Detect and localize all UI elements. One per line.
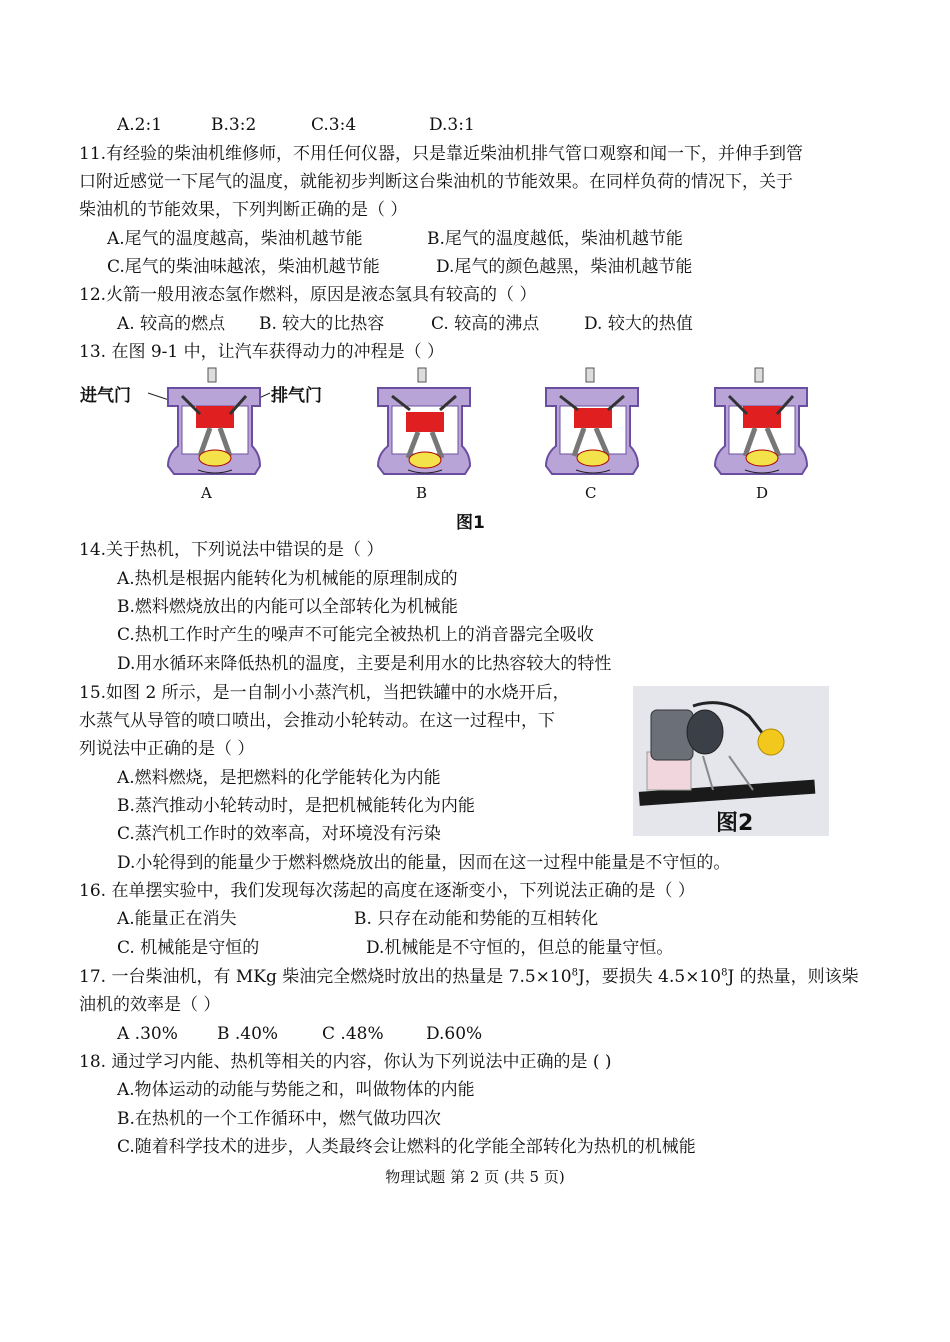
q15-stem-line2: 水蒸气从导管的喷口喷出，会推动小轮转动。在这一过程中，下 (79, 711, 555, 731)
q12-option-a: A. 较高的燃点 (117, 314, 226, 334)
q17-stem-line2: 油机的效率是（ ） (79, 995, 221, 1015)
q12-option-b: B. 较大的比热容 (259, 314, 385, 334)
q10-option-c: C.3:4 (311, 115, 357, 135)
q17-option-a: A .30% (117, 1024, 178, 1044)
q14-option-b: B.燃料燃烧放出的内能可以全部转化为机械能 (117, 597, 458, 617)
q11-option-d: D.尾气的颜色越黑，柴油机越节能 (436, 257, 693, 277)
q11-option-c: C.尾气的柴油味越浓，柴油机越节能 (107, 257, 380, 277)
engine-letter-c: C (585, 484, 597, 502)
q11-option-b: B.尾气的温度越低，柴油机越节能 (427, 229, 683, 249)
q17-option-b: B .40% (217, 1024, 279, 1044)
q11-options-row1 (107, 227, 683, 251)
q17-options (117, 1022, 482, 1046)
page-footer: 物理试题 第 2 页 (共 5 页) (385, 1168, 565, 1186)
q11-option-a: A.尾气的温度越高，柴油机越节能 (107, 229, 363, 249)
q16-option-a: A.能量正在消失 (117, 909, 237, 929)
exhaust-valve-label: 排气门 (271, 386, 322, 406)
q16-options-row2 (117, 936, 673, 960)
q10-option-b: B.3:2 (211, 115, 257, 135)
q14-option-c: C.热机工作时产生的噪声不可能完全被热机上的消音器完全吸收 (117, 625, 594, 645)
engine-diagram-a (160, 366, 270, 481)
figure-1-caption: 图1 (456, 513, 485, 533)
q17-text-mid: J，要损失 4.5×10 (577, 967, 722, 987)
q10-option-a: A.2:1 (117, 115, 163, 135)
q17-option-d: D.60% (426, 1024, 483, 1044)
figure-2-caption: 图2 (716, 811, 754, 836)
q15-option-b: B.蒸汽推动小轮转动时，是把机械能转化为内能 (117, 796, 475, 816)
q17-text-post: J 的热量，则该柴 (727, 967, 859, 987)
q12-option-c: C. 较高的沸点 (431, 314, 540, 334)
q16-option-c: C. 机械能是守恒的 (117, 938, 260, 958)
q12-option-d: D. 较大的热值 (584, 314, 693, 334)
q15-option-a: A.燃料燃烧，是把燃料的化学能转化为内能 (117, 768, 441, 788)
q18-stem: 18. 通过学习内能、热机等相关的内容，你认为下列说法中正确的是 ( ) (79, 1052, 612, 1072)
q17-text-pre: 17. 一台柴油机，有 MKg 柴油完全燃烧时放出的热量是 7.5×10 (79, 967, 572, 987)
q16-options-row1 (117, 907, 598, 931)
q15-option-d: D.小轮得到的能量少于燃料燃烧放出的能量，因而在这一过程中能量是不守恒的。 (117, 853, 731, 873)
q11-stem-line3: 柴油机的节能效果，下列判断正确的是（ ） (79, 200, 408, 220)
q16-option-b: B. 只存在动能和势能的互相转化 (354, 909, 599, 929)
q10-option-d: D.3:1 (429, 115, 475, 135)
q14-option-d: D.用水循环来降低热机的温度，主要是利用水的比热容较大的特性 (117, 654, 612, 674)
q16-stem: 16. 在单摆实验中，我们发现每次荡起的高度在逐渐变小，下列说法正确的是（ ） (79, 881, 695, 901)
q16-option-d: D.机械能是不守恒的，但总的能量守恒。 (366, 938, 674, 958)
q11-stem-line1: 11.有经验的柴油机维修师，不用任何仪器，只是靠近柴油机排气管口观察和闻一下，并伸手到管 (79, 144, 804, 164)
engine-diagram-c (538, 366, 648, 481)
inlet-valve-label: 进气门 (80, 386, 131, 406)
engine-letter-d: D (756, 484, 769, 502)
q15-stem-line1: 15.如图 2 所示，是一自制小小蒸汽机，当把铁罐中的水烧开后， (79, 683, 570, 703)
q18-option-c: C.随着科学技术的进步，人类最终会让燃料的化学能全部转化为热机的机械能 (117, 1137, 696, 1157)
q12-stem: 12.火箭一般用液态氢作燃料，原因是液态氢具有较高的（ ） (79, 285, 537, 305)
engine-diagram-d (707, 366, 817, 481)
engine-letter-a: A (201, 484, 212, 502)
q18-option-b: B.在热机的一个工作循环中，燃气做功四次 (117, 1109, 441, 1129)
q11-stem-line2: 口附近感觉一下尾气的温度，就能初步判断这台柴油机的节能效果。在同样负荷的情况下，关于 (79, 172, 793, 192)
q12-options (117, 312, 693, 336)
q17-exponent-1: 8 (571, 967, 578, 979)
q15-option-c: C.蒸汽机工作时的效率高，对环境没有污染 (117, 824, 441, 844)
q15-stem-line3: 列说法中正确的是（ ） (79, 739, 255, 759)
q17-option-c: C .48% (322, 1024, 384, 1044)
q14-option-a: A.热机是根据内能转化为机械能的原理制成的 (117, 569, 458, 589)
q18-option-a: A.物体运动的动能与势能之和，叫做物体的内能 (117, 1080, 475, 1100)
q11-options-row2 (107, 255, 692, 279)
q17-stem-line1 (79, 965, 859, 989)
q14-stem: 14.关于热机，下列说法中错误的是（ ） (79, 540, 384, 560)
q13-stem: 13. 在图 9-1 中，让汽车获得动力的冲程是（ ） (79, 342, 445, 362)
q17-exponent-2: 8 (721, 967, 728, 979)
engine-letter-b: B (416, 484, 428, 502)
q10-options (117, 113, 475, 137)
engine-diagram-b (370, 366, 480, 481)
